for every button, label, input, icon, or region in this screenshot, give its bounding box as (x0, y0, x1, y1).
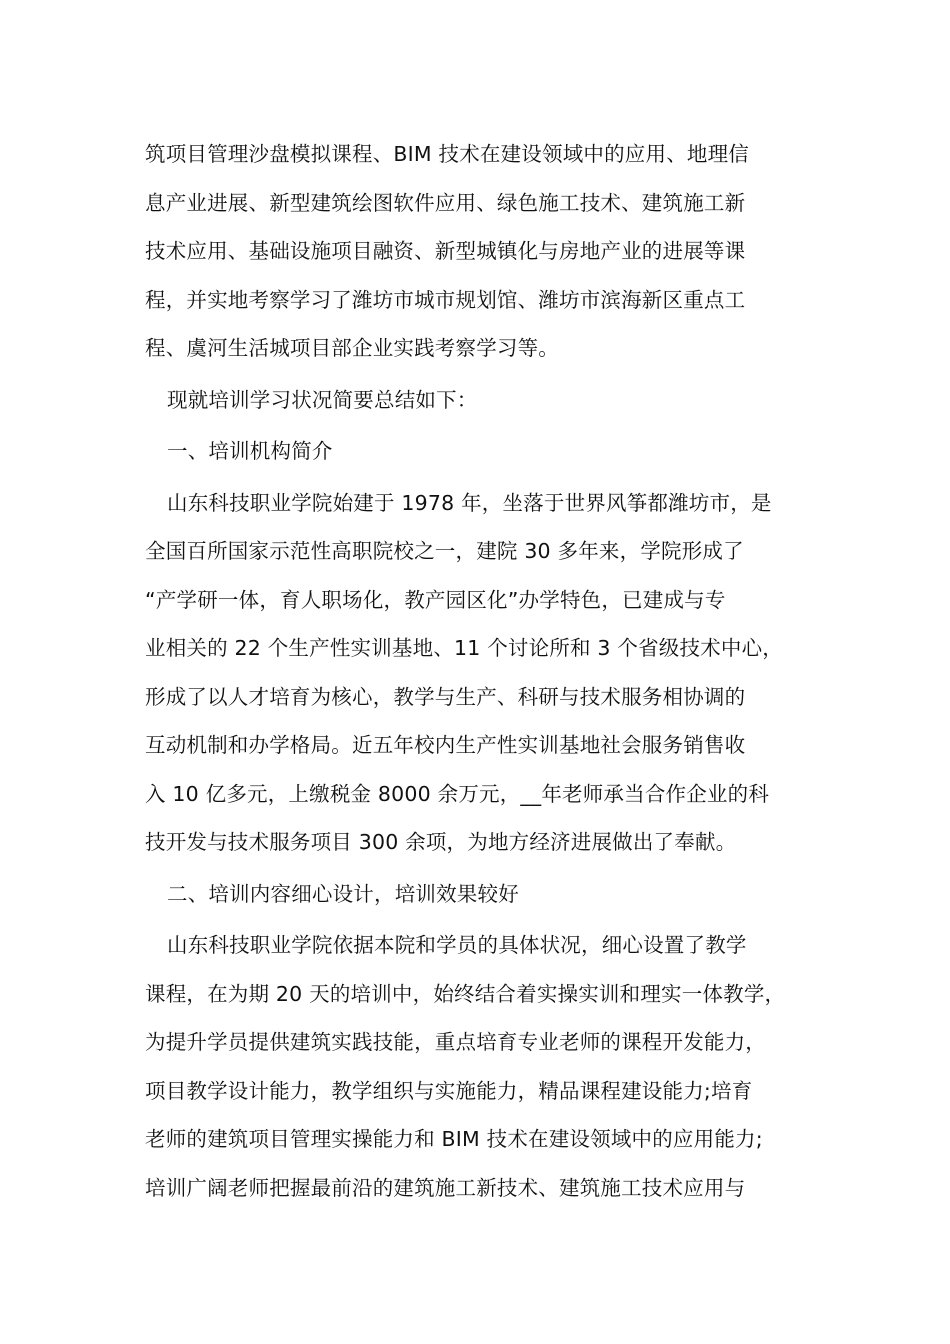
paragraph-course-list (145, 130, 817, 373)
paragraph-institution (145, 479, 817, 867)
text-line: 技术应用、基础设施项目融资、新型城镇化与房地产业的进展等课 (145, 239, 746, 263)
text-line: 技开发与技术服务项目 300 余项，为地方经济进展做出了奉献。 (145, 830, 737, 854)
text-line: 项目教学设计能力，教学组织与实施能力，精品课程建设能力;培育 (145, 1078, 753, 1103)
text-line: 息产业进展、新型建筑绘图软件应用、绿色施工技术、建筑施工新 (145, 190, 746, 215)
text-line: 现就培训学习状况简要总结如下： (167, 387, 478, 412)
text-line: 形成了以人才培育为核心，教学与生产、科研与技术服务相协调的 (145, 684, 746, 709)
text-line: 山东科技职业学院依据本院和学员的具体状况，细心设置了教学 (167, 933, 747, 957)
paragraph-training-content (145, 921, 817, 1212)
paragraph-summary-intro (145, 376, 817, 425)
text-line: 培训广阔老师把握最前沿的建筑施工新技术、建筑施工技术应用与 (145, 1175, 746, 1200)
text-line: 山东科技职业学院始建于 1978 年，坐落于世界风筝都潍坊市，是 (167, 490, 772, 515)
heading-institution-intro (145, 427, 817, 476)
text-line: 互动机制和办学格局。近五年校内生产性实训基地社会服务销售收 (145, 733, 746, 757)
text-line: 全国百所国家示范性高职院校之一，建院 30 多年来，学院形成了 (145, 539, 744, 563)
text-line: 一、培训机构简介 (167, 439, 333, 463)
text-line: 二、培训内容细心设计，培训效果较好 (167, 881, 519, 906)
text-line: 程，并实地考察学习了潍坊市城市规划馆、潍坊市滨海新区重点工 (145, 287, 746, 312)
text-line: 入 10 亿多元，上缴税金 8000 余万元，__年老师承当合作企业的科 (145, 781, 770, 806)
heading-training-content (145, 870, 817, 919)
text-line: 老师的建筑项目管理实操能力和 BIM 技术在建设领域中的应用能力; (145, 1127, 763, 1151)
text-line: 筑项目管理沙盘模拟课程、BIM 技术在建设领域中的应用、地理信 (145, 142, 750, 166)
text-line: 业相关的 22 个生产性实训基地、11 个讨论所和 3 个省级技术中心， (145, 636, 783, 660)
document-body (145, 130, 817, 1212)
text-line: 程、虞河生活城项目部企业实践考察学习等。 (145, 336, 559, 360)
text-line: 课程，在为期 20 天的培训中，始终结合着实操实训和理实一体教学， (145, 981, 786, 1006)
text-line: 为提升学员提供建筑实践技能，重点培育专业老师的课程开发能力， (145, 1030, 766, 1054)
text-line: “产学研一体，育人职场化，教产园区化”办学特色，已建成与专 (145, 587, 726, 612)
